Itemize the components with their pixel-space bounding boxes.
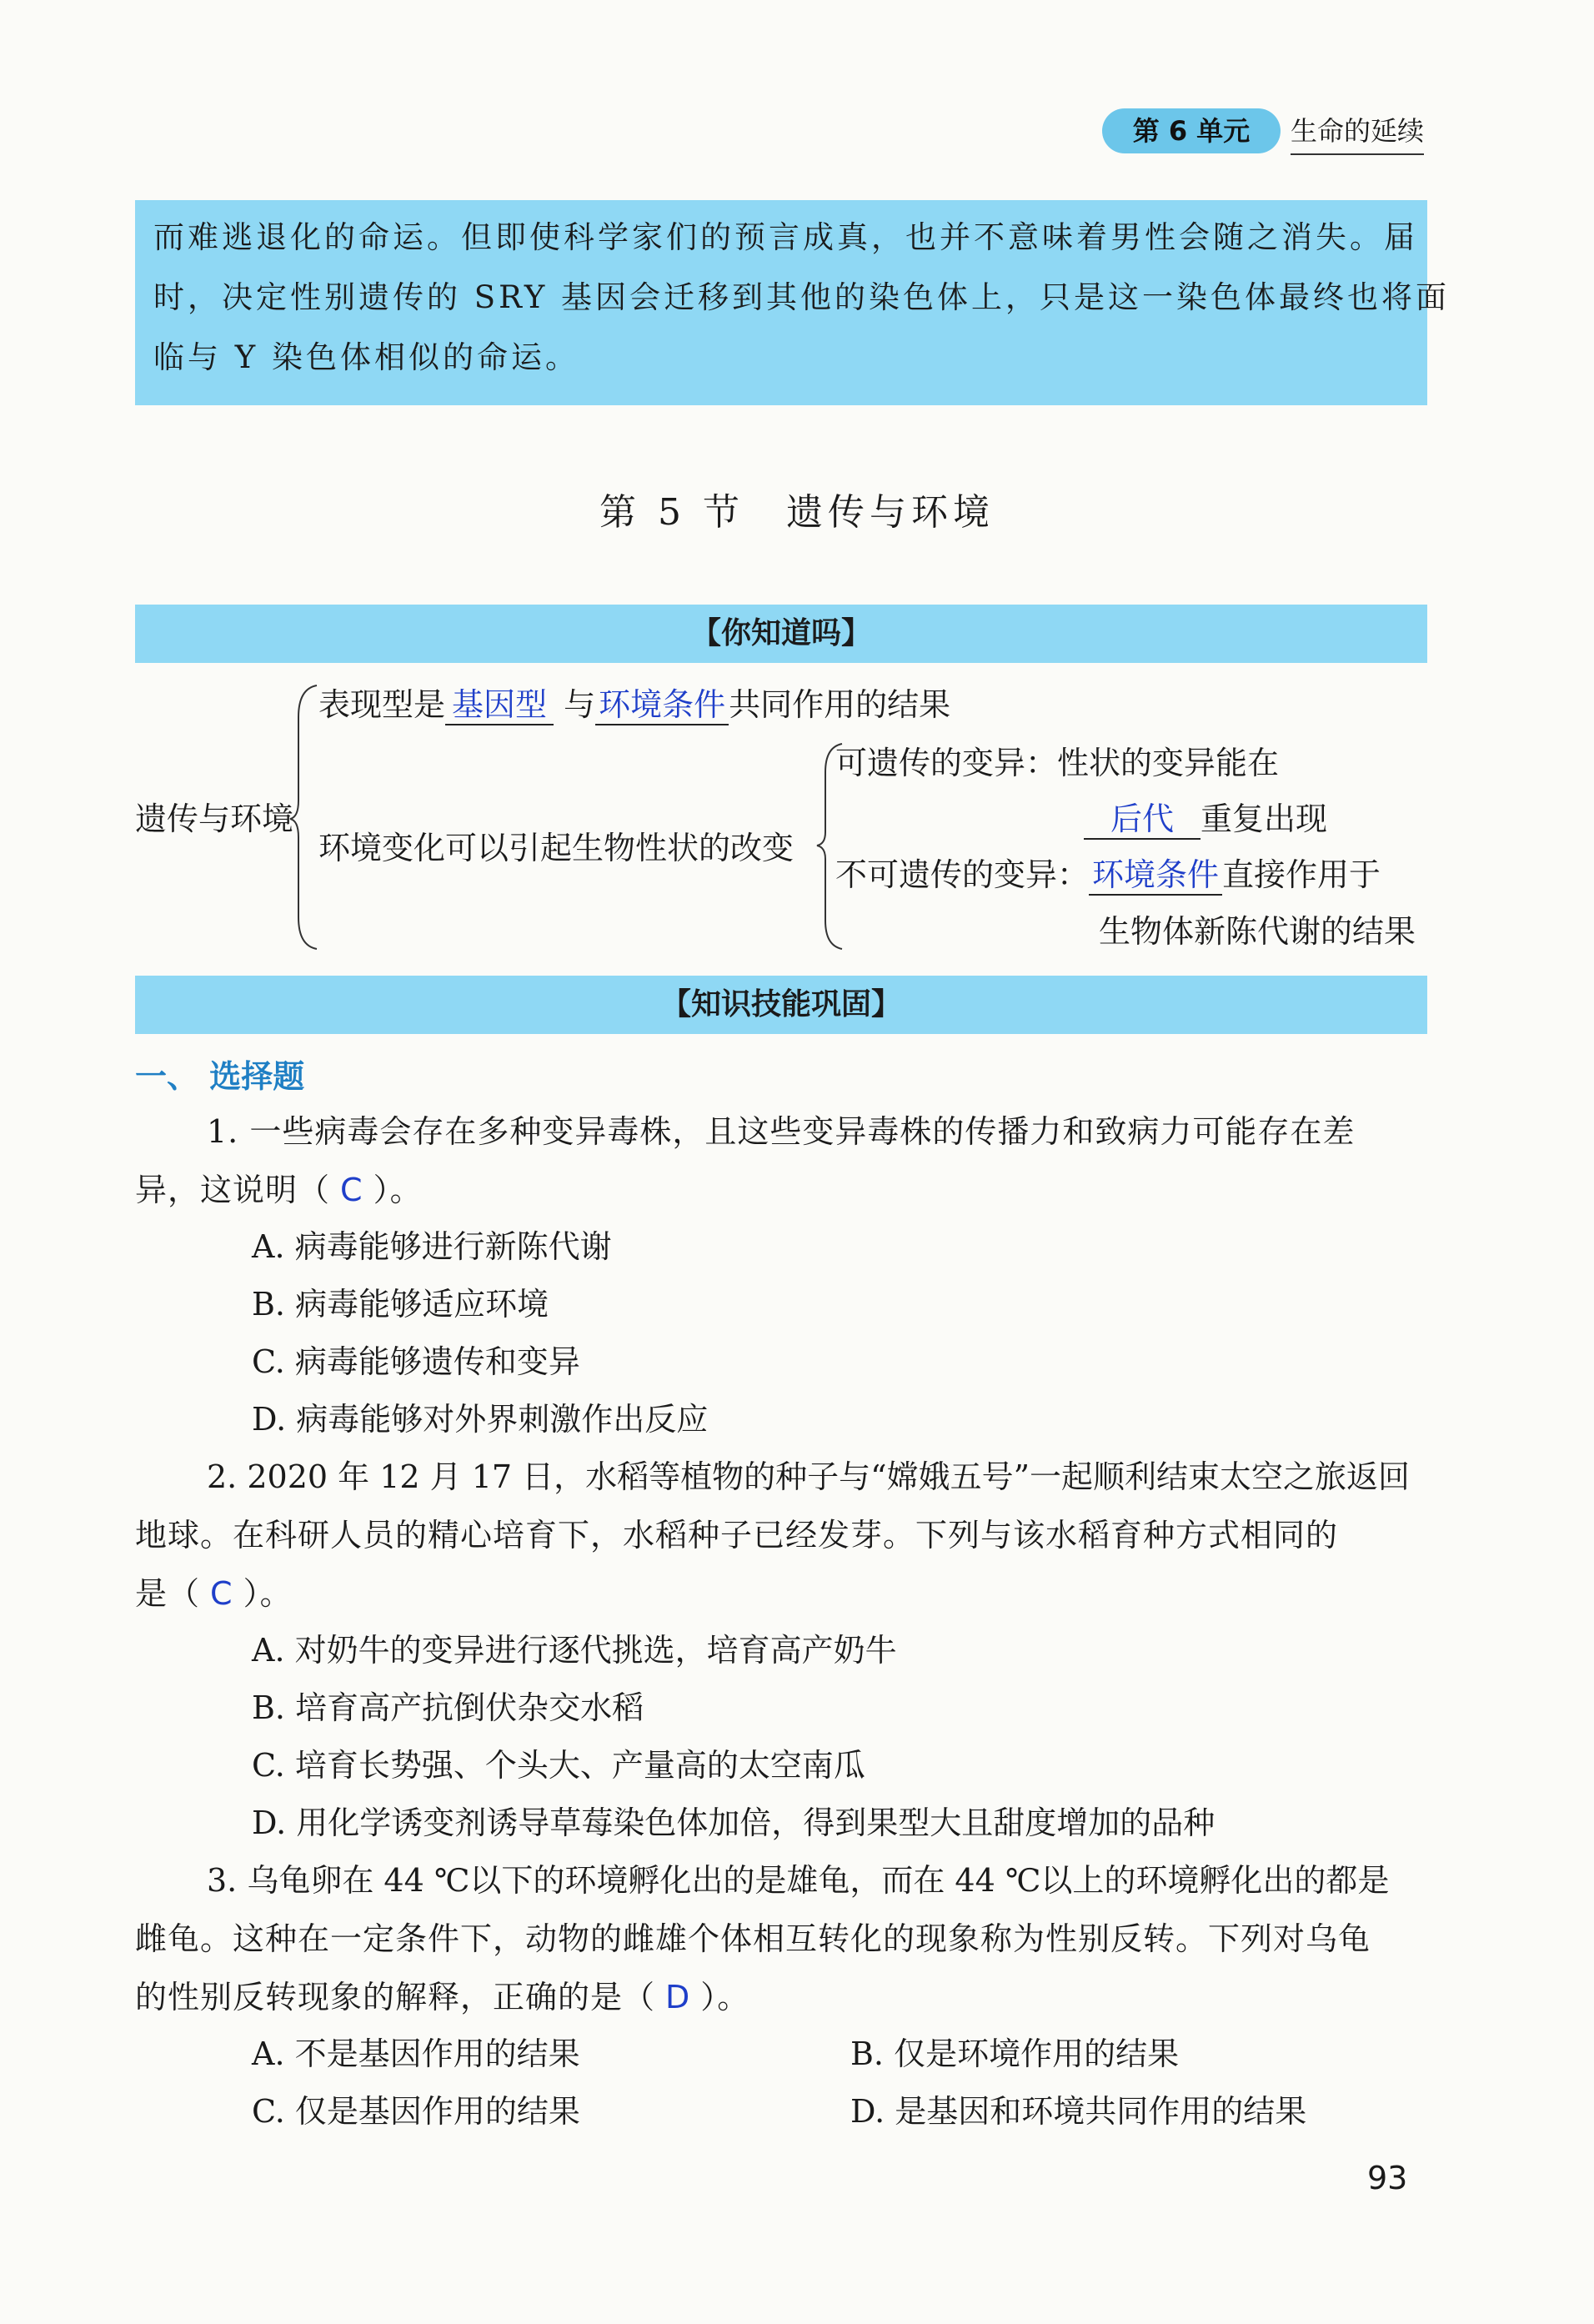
page-number: 93 bbox=[1367, 2160, 1408, 2196]
section-title: 第 5 节 遗传与环境 bbox=[599, 491, 995, 534]
phenotype-mid: 与 bbox=[564, 686, 596, 723]
answer-genotype: 基因型 bbox=[452, 686, 548, 723]
reading-line: 而难逃退化的命运。但即使科学家们的预言成真，也并不意味着男性会随之消失。届 bbox=[153, 219, 1418, 255]
question-text: 1. 一些病毒会存在多种变异毒株，且这些变异毒株的传播力和致病力可能存在差 bbox=[207, 1113, 1356, 1150]
answer-environment: 环境条件 bbox=[599, 686, 726, 723]
phenotype-prefix: 表现型是 bbox=[318, 686, 446, 723]
option-b: B. 培育高产抗倒伏杂交水稻 bbox=[252, 1689, 644, 1726]
reading-line: 临与 Y 染色体相似的命运。 bbox=[153, 339, 579, 375]
map-branch-phenotype bbox=[318, 682, 950, 727]
question-text-last bbox=[135, 1975, 1427, 2020]
unit-title: 生命的延续 bbox=[1291, 110, 1424, 155]
phenotype-blank-2 bbox=[595, 685, 729, 725]
answer-choice: C bbox=[340, 1172, 363, 1208]
answer-environment-2: 环境条件 bbox=[1092, 856, 1220, 893]
phenotype-suffix: 共同作用的结果 bbox=[729, 686, 951, 723]
question-text-last bbox=[135, 1571, 1427, 1616]
option-d: D. 病毒能够对外界刺激作出反应 bbox=[252, 1401, 709, 1438]
option-a: A. 对奶牛的变异进行逐代挑选，培育高产奶牛 bbox=[252, 1632, 897, 1669]
question-text: 2. 2020 年 12 月 17 日，水稻等植物的种子与“嫦娥五号”一起顺利结束太空之旅返回 bbox=[207, 1458, 1411, 1495]
heritable-line-2 bbox=[1084, 796, 1327, 841]
nonheritable-line-1 bbox=[835, 852, 1381, 897]
question-prefix: 异，这说明（ bbox=[135, 1172, 331, 1208]
option-c: C. 病毒能够遗传和变异 bbox=[252, 1343, 580, 1380]
question-text: 3. 乌龟卵在 44 ℃以下的环境孵化出的是雄龟，而在 44 ℃以上的环境孵化出的都是 bbox=[207, 1862, 1390, 1899]
know-band bbox=[135, 605, 1427, 663]
option-c: C. 仅是基因作用的结果 bbox=[252, 2093, 580, 2130]
question-prefix: 是（ bbox=[135, 1575, 201, 1612]
nonheritable-blank bbox=[1089, 856, 1222, 896]
skills-band bbox=[135, 976, 1427, 1034]
answer-choice: D bbox=[665, 1979, 691, 2015]
nonheritable-prefix: 不可遗传的变异： bbox=[835, 856, 1090, 893]
unit-badge: 第 6 单元 bbox=[1102, 108, 1281, 153]
option-a: A. 不是基因作用的结果 bbox=[252, 2035, 580, 2072]
heritable-suffix: 重复出现 bbox=[1201, 801, 1328, 837]
question-suffix: ）。 bbox=[373, 1172, 423, 1208]
heritable-blank bbox=[1084, 800, 1201, 840]
reading-box bbox=[135, 200, 1451, 405]
question-suffix: ）。 bbox=[700, 1979, 750, 2015]
map-branch-environment: 环境变化可以引起生物性状的改变 bbox=[318, 830, 794, 866]
heritable-line-1: 可遗传的变异：性状的变异能在 bbox=[835, 745, 1280, 781]
option-d: D. 是基因和环境共同作用的结果 bbox=[850, 2093, 1307, 2130]
skills-band-title: 【知识技能巩固】 bbox=[660, 987, 901, 1021]
option-d: D. 用化学诱变剂诱导草莓染色体加倍，得到果型大且甜度增加的品种 bbox=[252, 1804, 1216, 1841]
option-c: C. 培育长势强、个头大、产量高的太空南瓜 bbox=[252, 1747, 865, 1784]
option-b: B. 仅是环境作用的结果 bbox=[850, 2035, 1180, 2072]
question-text-last bbox=[135, 1167, 1427, 1212]
questions-heading: 一、 选择题 bbox=[135, 1058, 305, 1095]
answer-choice: C bbox=[210, 1575, 233, 1612]
question-prefix: 的性别反转现象的解释，正确的是（ bbox=[135, 1979, 656, 2015]
map-root: 遗传与环境 bbox=[135, 801, 294, 837]
nonheritable-suffix: 直接作用于 bbox=[1222, 856, 1381, 893]
answer-offspring: 后代 bbox=[1110, 801, 1174, 837]
question-suffix: ）。 bbox=[243, 1575, 293, 1612]
map-brace-main bbox=[288, 684, 322, 951]
phenotype-blank-1 bbox=[445, 685, 554, 725]
option-a: A. 病毒能够进行新陈代谢 bbox=[252, 1228, 612, 1265]
question-text: 雌龟。这种在一定条件下，动物的雌雄个体相互转化的现象称为性别反转。下列对乌龟 bbox=[135, 1920, 1371, 1957]
know-band-title: 【你知道吗】 bbox=[690, 616, 871, 650]
option-b: B. 病毒能够适应环境 bbox=[252, 1286, 549, 1323]
question-text: 地球。在科研人员的精心培育下，水稻种子已经发芽。下列与该水稻育种方式相同的 bbox=[135, 1517, 1339, 1554]
reading-line: 时，决定性别遗传的 SRY 基因会迁移到其他的染色体上，只是这一染色体最终也将面 bbox=[153, 279, 1451, 315]
nonheritable-line-2: 生物体新陈代谢的结果 bbox=[1099, 913, 1416, 950]
